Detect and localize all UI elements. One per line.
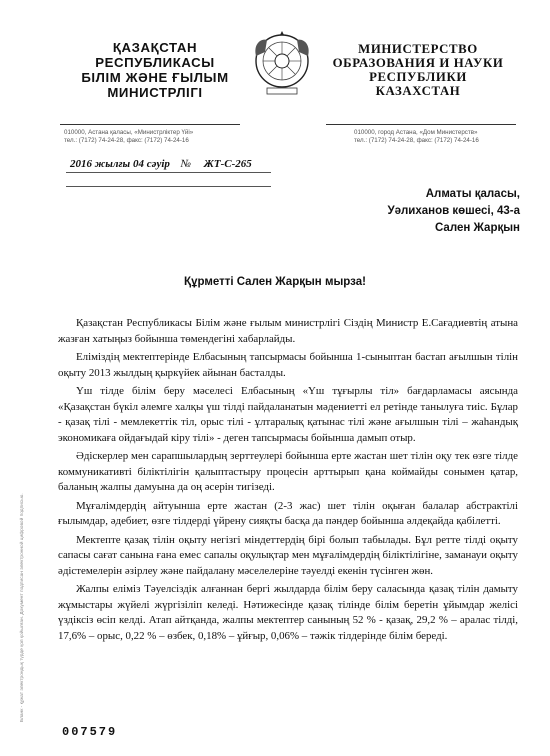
contact-line: тел.: (7172) 74-24-28, факс: (7172) 74-24-16 xyxy=(64,137,189,144)
greeting: Құрметті Сален Жарқын мырза! xyxy=(184,276,366,288)
contact-line: 010000, Астана қаласы, «Министрліктер Үйі» xyxy=(64,129,194,136)
paragraph: Қазақстан Республикасы Білім және ғылым министрлігі Сіздің Министр Е.Сағадиевтің атына жазған хатыңыз бойынша төмендегіні хабарлайды. xyxy=(58,317,518,345)
header-rule-left xyxy=(60,124,240,125)
document-number: 007579 xyxy=(62,725,118,739)
paragraph: Мұғалімдердің айтуынша ерте жастан (2-3 жас) шет тілін оқыған балалар абстрактілі ғылымдар, әдебиет, өзге тілдерді үйрену сияқты басқа да пәндер бойынша әлдеқайда қабілетті. xyxy=(58,499,518,527)
contact-line: 010000, город Астана, «Дом Министерств» xyxy=(354,129,478,136)
header-left-line: РЕСПУБЛИКАСЫ xyxy=(95,55,215,70)
paragraph: Мектепте қазақ тілін оқыту негізгі міндеттердің бірі болып табылады. Бұл ретте тілді оқыту сапасы сағат санына ғана емес сапалы оқулықтар мен мұғалімдердің біліктілігіне, заманауи оқыту әдістемелерін әзірлеу және пайдалану мәселелеріне тәуелді екенін түсінген жөн. xyxy=(58,533,518,577)
state-emblem-icon xyxy=(253,30,311,96)
letter-body xyxy=(58,316,518,647)
outgoing-number: ЖТ-С-265 xyxy=(203,158,252,170)
address-line: Алматы қаласы, xyxy=(425,188,520,200)
paragraph: Еліміздің мектептерінде Елбасының тапсырмасы бойынша 1-сыныптан бастап ағылшын тілін оқыту 2013 жылдың қыркүйек айынан басталды. xyxy=(58,351,518,379)
header-right-line: КАЗАХСТАН xyxy=(375,84,461,98)
outgoing-reference xyxy=(70,158,252,170)
side-note xyxy=(20,372,29,722)
number-sign: № xyxy=(180,158,192,170)
header-left-line: БІЛІМ ЖӘНЕ ҒЫЛЫМ xyxy=(81,70,229,85)
contacts-right xyxy=(354,129,479,145)
addressee-name: Сален Жарқын xyxy=(434,222,520,234)
header-right-line: МИНИСТЕРСТВО xyxy=(358,42,478,56)
address-line: Уәлиханов көшесі, 43-а xyxy=(387,205,520,217)
contact-line: тел.: (7172) 74-24-28, факс: (7172) 74-24-16 xyxy=(354,137,479,144)
outgoing-date: 2016 жылғы 04 сәуір xyxy=(70,158,170,170)
header-left-line: МИНИСТРЛІГІ xyxy=(107,85,203,100)
addressee-block xyxy=(304,186,520,237)
header-rule-right xyxy=(326,124,516,125)
header-right-line: ОБРАЗОВАНИЯ И НАУКИ xyxy=(332,56,504,70)
paragraph: Үш тілде білім беру мәселесі Елбасының «Үш тұғырлы тіл» бағдарламасы аясында «Қазақстан бүкіл әлемге халқы үш тілді пайдаланатын мәдениетті ел ретінде танылуға тиіс. Бұлар - қазақ тілі - мемлекеттік тіл, орыс тілі - ұлтаралық қатынас тілі және ағылшын тілі – жаһандық экономикаға ойдағыдай кіру тілі» - деген тапсырмасы бойынша дамып отыр. xyxy=(58,385,518,444)
header-right-line: РЕСПУБЛИКИ xyxy=(369,70,467,84)
side-note-text: Бланк - құжат электрондық түрде қол қойылған. Документ подписан электронной цифровой подписью. xyxy=(20,493,25,722)
ministry-name-kazakh xyxy=(70,40,240,100)
ref-underline xyxy=(66,186,271,187)
ministry-name-russian xyxy=(328,42,508,98)
paragraph: Жалпы еліміз Тәуелсіздік алғаннан бергі жылдарда білім беру саласында қазақ тілін дамыту жұмыстары жүйелі жүргізіліп келеді. Нәтижесінде қазақ тілінде білім беретін ұйымдар желісі үздіксіз өсіп келді. Атап айтқанда, жалпы мектептер санының 52 % - қазақ, 29,2 % – аралас тілді, 17,6% – орыс, 0,22 % – өзбек, 0,18% – ұйғыр, 0,06% – тәжік тілдерінде білім береді. xyxy=(58,583,518,642)
date-underline xyxy=(66,172,271,173)
paragraph: Әдіскерлер мен сарапшылардың зерттеулері бойынша ерте жастан шет тілін оқу тек өзге тілде коммуникативті біліктілігін қалыптастыру процесін арттырып қана коймайды сонымен қатар, баланың жалпы дамуына да оң әсерін тигізеді. xyxy=(58,450,518,493)
contacts-left xyxy=(64,129,193,145)
header-left-line: ҚАЗАҚСТАН xyxy=(112,40,198,55)
